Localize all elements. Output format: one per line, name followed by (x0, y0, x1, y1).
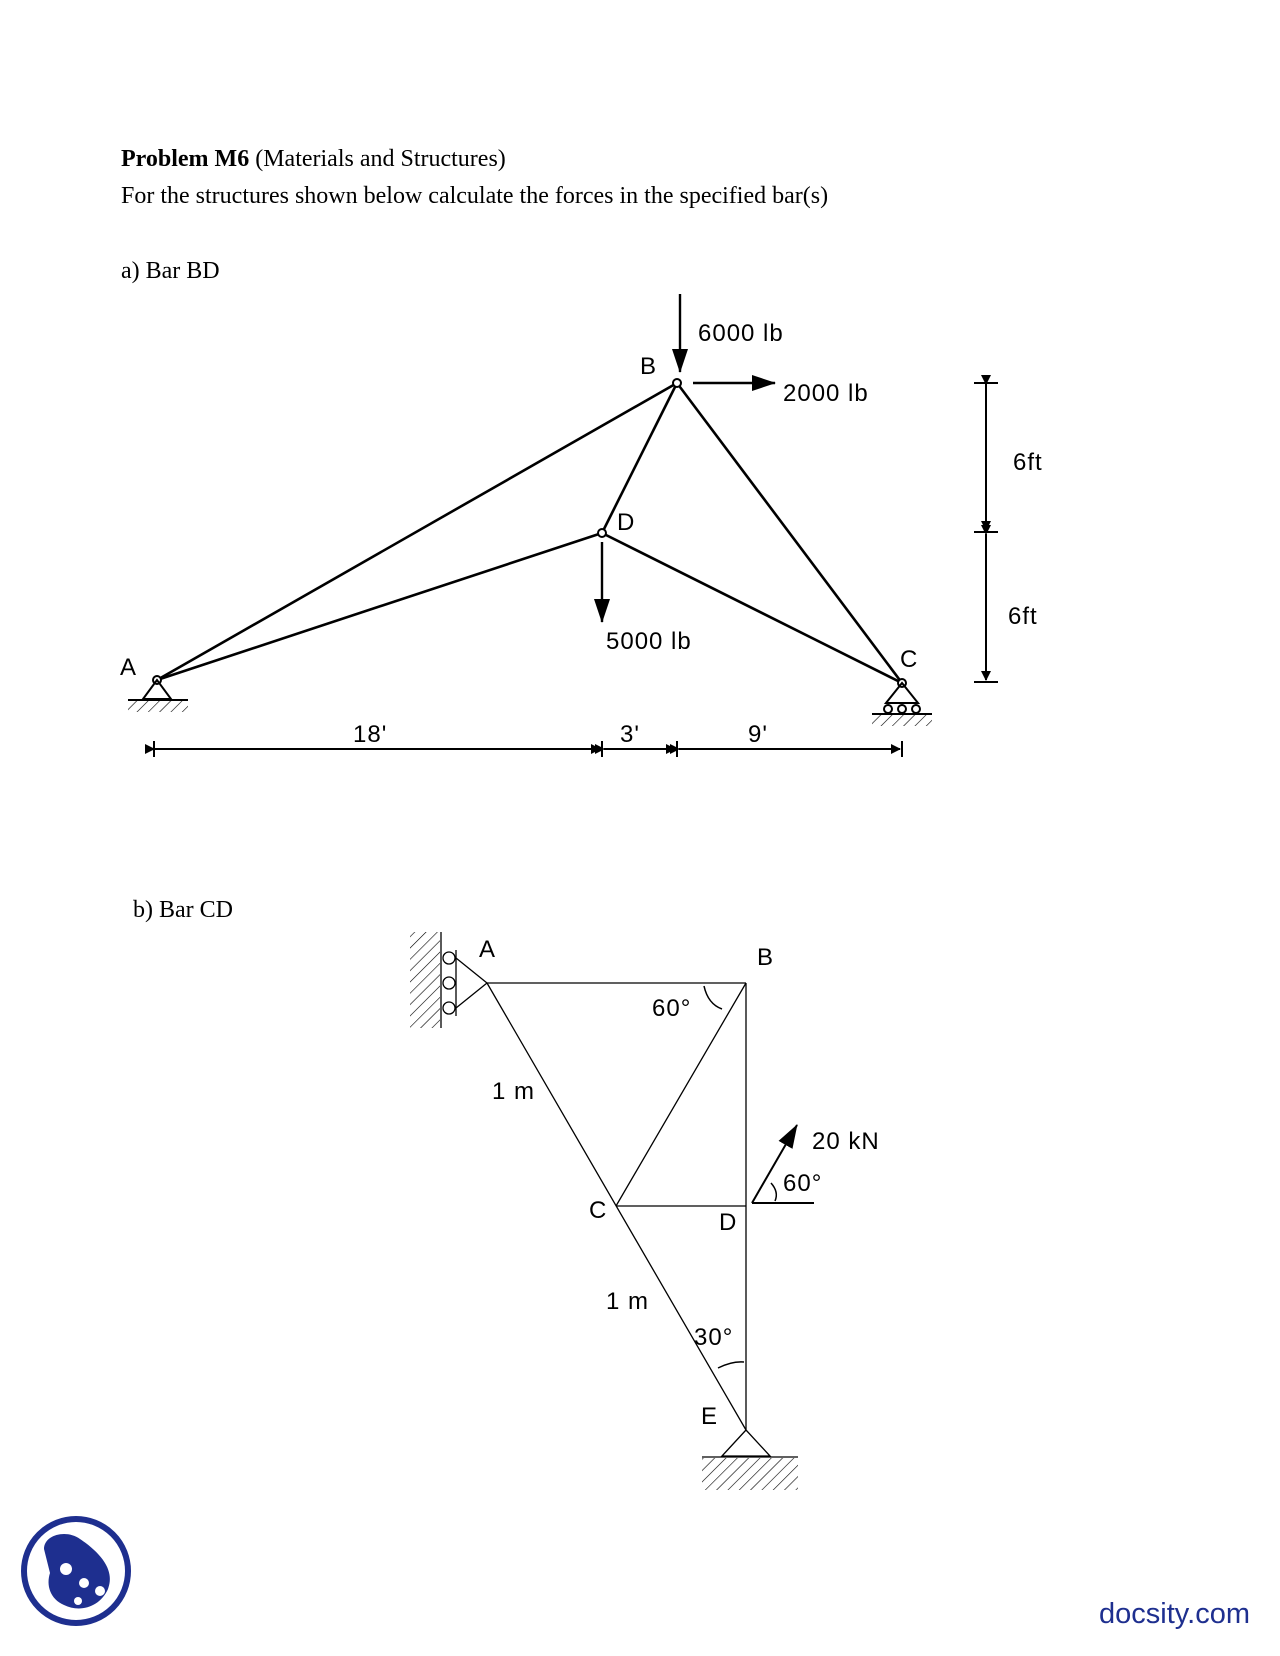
load-label-20kn: 20 kN (812, 1128, 880, 1155)
joint-b (673, 379, 681, 387)
node-label-b-b: B (757, 944, 775, 971)
dim-label-18: 18' (353, 721, 388, 748)
node-label-b: B (640, 353, 658, 380)
angle-label-e: 30° (694, 1324, 734, 1351)
load-label-6000: 6000 lb (698, 320, 784, 347)
joint-d (598, 529, 606, 537)
docsity-logo-icon (20, 1515, 132, 1627)
wall-roller-support-a (410, 932, 487, 1028)
truss-a (157, 383, 902, 683)
node-label-d: D (617, 509, 636, 536)
pin-support-e (702, 1430, 798, 1490)
node-label-c: C (900, 646, 919, 673)
angle-arc-load (771, 1183, 776, 1201)
bar-dc (602, 533, 902, 683)
dim-label-3: 3' (620, 721, 640, 748)
node-label-e-b: E (701, 1403, 719, 1430)
dim-label-6ft-top: 6ft (1013, 449, 1043, 476)
problem-instruction: For the structures shown below calculate the forces in the specified bar(s) (121, 183, 829, 209)
node-label-c-b: C (589, 1197, 608, 1224)
dim-label-6ft-bottom: 6ft (1008, 603, 1038, 630)
node-label-a: A (120, 654, 138, 681)
part-a-label: a) Bar BD (121, 258, 220, 284)
dim-label-9: 9' (748, 721, 768, 748)
load-label-5000: 5000 lb (606, 628, 692, 655)
angle-arc-b (704, 986, 722, 1009)
angle-label-load: 60° (783, 1170, 823, 1197)
bar-ad (157, 533, 602, 680)
angle-arc-e (718, 1362, 744, 1368)
node-label-d-b: D (719, 1209, 738, 1236)
bar-bc (677, 383, 902, 683)
dimension-horizontal-a (154, 741, 902, 757)
problem-title: Problem M6 (Materials and Structures) (121, 146, 506, 172)
load-label-2000: 2000 lb (783, 380, 869, 407)
truss-b (487, 983, 746, 1430)
length-label-ac: 1 m (492, 1078, 536, 1105)
dimension-vertical-a (974, 383, 998, 682)
length-label-ce: 1 m (606, 1288, 650, 1315)
part-b-label: b) Bar CD (133, 897, 233, 923)
angle-label-b: 60° (652, 995, 692, 1022)
roller-support-c (872, 683, 932, 726)
node-label-a-b: A (479, 936, 497, 963)
docsity-brand-link[interactable]: docsity.com (1099, 1598, 1250, 1630)
